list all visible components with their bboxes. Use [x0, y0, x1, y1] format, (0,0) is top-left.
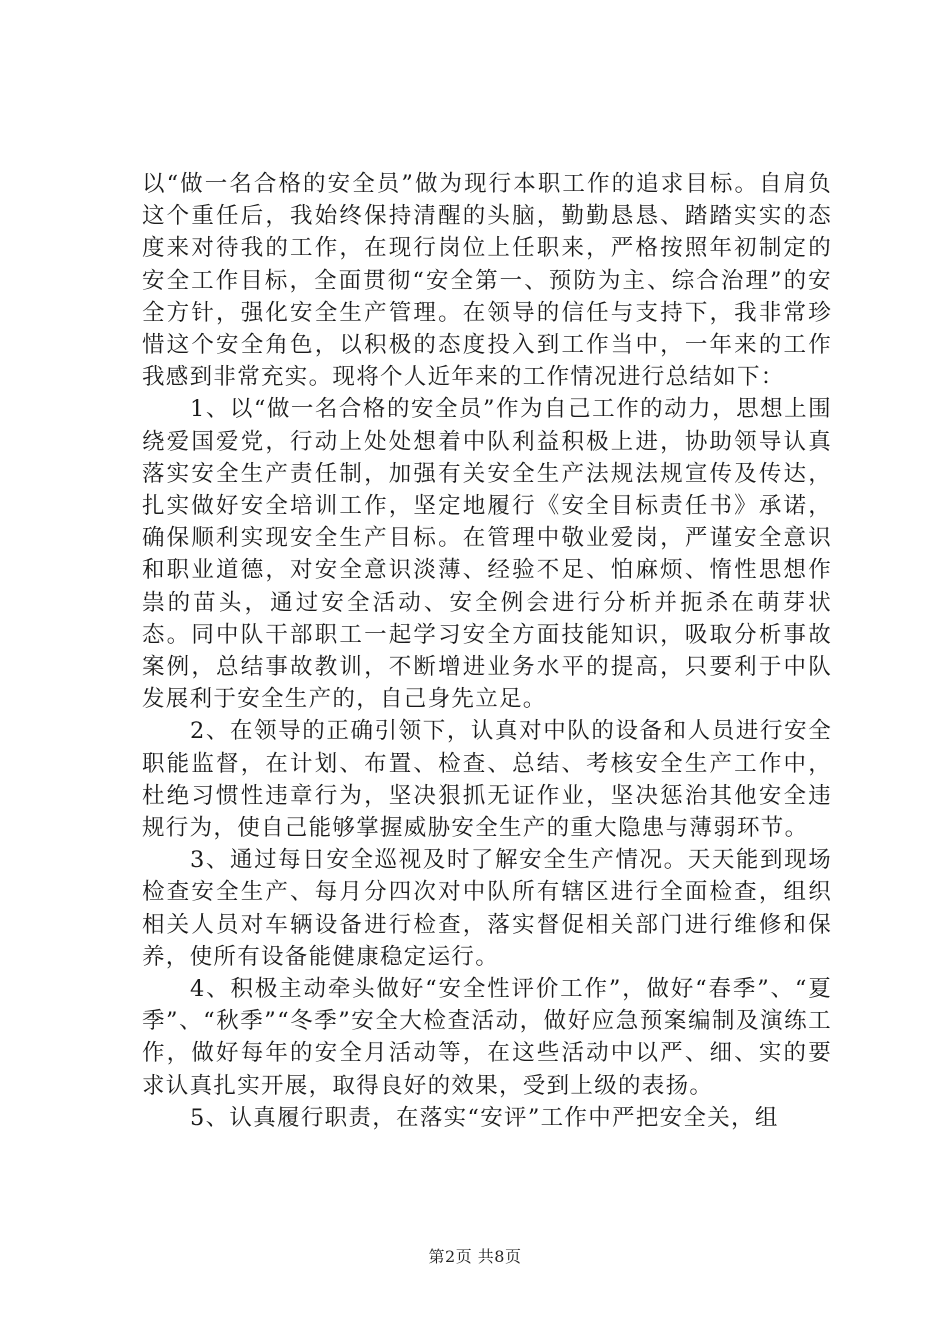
paragraph-intro: 以“做一名合格的安全员”做为现行本职工作的追求目标。自肩负这个重任后，我始终保持清醒的头脑，勤勤恳恳、踏踏实实的态度来对待我的工作，在现行岗位上任职来，严格按照年初制定的安全工作目标，全面贯彻“安全第一、预防为主、综合治理”的安全方针，强化安全生产管理。在领导的信任与支持下，我非常珍惜这个安全角色，以积极的态度投入到工作当中，一年来的工作我感到非常充实。现将个人近年来的工作情况进行总结如下： [142, 171, 832, 391]
document-body [142, 168, 832, 1134]
paragraph-item-1: 1、以“做一名合格的安全员”作为自己工作的动力，思想上围绕爱国爱党，行动上处处想着中队利益积极上进，协助领导认真落实安全生产责任制，加强有关安全生产法规法规宣传及传达，扎实做好安全培训工作，坚定地履行《安全目标责任书》承诺，确保顺利实现安全生产目标。在管理中敬业爱岗，严谨安全意识和职业道德，对安全意识淡薄、经验不足、怕麻烦、惰性思想作祟的苗头，通过安全活动、安全例会进行分析并扼杀在萌芽状态。同中队干部职工一起学习安全方面技能知识，吸取分析事故案例，总结事故教训，不断增进业务水平的提高，只要利于中队发展利于安全生产的，自己身先立足。 [142, 396, 832, 713]
paragraph-item-4: 4、积极主动牵头做好“安全性评价工作”，做好“春季”、“夏季”、“秋季”“冬季”安全大检查活动，做好应急预案编制及演练工作，做好每年的安全月活动等，在这些活动中以严、细、实的要求认真扎实开展，取得良好的效果，受到上级的表扬。 [142, 976, 832, 1099]
paragraph-item-5: 5、认真履行职责，在落实“安评”工作中严把安全关，组 [190, 1104, 779, 1131]
paragraph-item-2: 2、在领导的正确引领下，认真对中队的设备和人员进行安全职能监督，在计划、布置、检查、总结、考核安全生产工作中，杜绝习惯性违章行为，坚决狠抓无证作业，坚决惩治其他安全违规行为，使自己能够掌握威胁安全生产的重大隐患与薄弱环节。 [142, 718, 832, 842]
page-number-footer: 第2页 共8页 [428, 1247, 522, 1266]
paragraph-item-3: 3、通过每日安全巡视及时了解安全生产情况。天天能到现场检查安全生产、每月分四次对中队所有辖区进行全面检查，组织相关人员对车辆设备进行检查，落实督促相关部门进行维修和保养，使所有设备能健康稳定运行。 [142, 847, 832, 970]
